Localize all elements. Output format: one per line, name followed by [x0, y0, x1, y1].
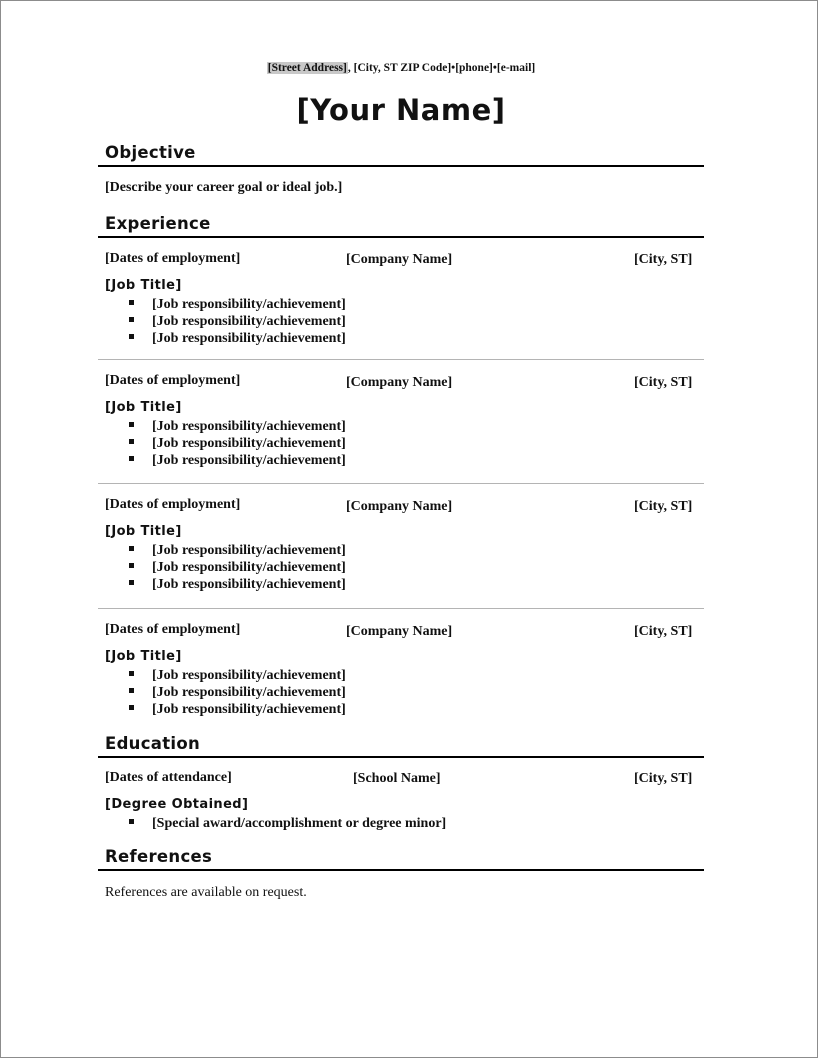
list-item: [Job responsibility/achievement]: [129, 576, 346, 593]
bullet-icon: [129, 563, 134, 568]
list-item: [Job responsibility/achievement]: [129, 313, 346, 330]
education-list: [129, 815, 446, 832]
bullet-icon: [129, 456, 134, 461]
bullet-icon: [129, 334, 134, 339]
education-location: [City, ST]: [634, 771, 693, 786]
degree-obtained: [Degree Obtained]: [105, 797, 249, 812]
entry-location: [City, ST]: [634, 252, 693, 267]
responsibility-list: [129, 542, 346, 593]
bullet-icon: [129, 422, 134, 427]
list-item: [Job responsibility/achievement]: [129, 296, 346, 313]
bullet-icon: [129, 439, 134, 444]
entry-company: [Company Name]: [346, 499, 453, 514]
school-name: [School Name]: [353, 771, 441, 786]
objective-heading: Objective: [98, 143, 704, 167]
bullet-icon: [129, 546, 134, 551]
entry-dates: [Dates of employment]: [105, 373, 241, 388]
entry-location: [City, ST]: [634, 624, 693, 639]
entry-dates: [Dates of employment]: [105, 497, 241, 512]
entry-dates: [Dates of employment]: [105, 251, 241, 266]
list-item: [Job responsibility/achievement]: [129, 452, 346, 469]
entry-location: [City, ST]: [634, 375, 693, 390]
references-heading: References: [98, 847, 704, 871]
entry-company: [Company Name]: [346, 252, 453, 267]
entry-dates: [Dates of employment]: [105, 622, 241, 637]
list-item: [Job responsibility/achievement]: [129, 435, 346, 452]
list-item: [Job responsibility/achievement]: [129, 667, 346, 684]
list-item: [Job responsibility/achievement]: [129, 330, 346, 347]
list-item: [Job responsibility/achievement]: [129, 542, 346, 559]
contact-line: [1, 62, 801, 74]
street-address: [Street Address]: [267, 62, 347, 74]
entry-company: [Company Name]: [346, 375, 453, 390]
job-title: [Job Title]: [105, 649, 182, 664]
experience-heading: Experience: [98, 214, 704, 238]
objective-text: [Describe your career goal or ideal job.]: [105, 180, 343, 195]
bullet-icon: [129, 671, 134, 676]
job-title: [Job Title]: [105, 400, 182, 415]
education-heading: Education: [98, 734, 704, 758]
bullet-icon: [129, 317, 134, 322]
job-title: [Job Title]: [105, 524, 182, 539]
responsibility-list: [129, 418, 346, 469]
bullet-icon: [129, 688, 134, 693]
applicant-name: [Your Name]: [296, 93, 506, 127]
responsibility-list: [129, 667, 346, 718]
references-text: References are available on request.: [105, 885, 307, 900]
responsibility-list: [129, 296, 346, 347]
list-item: [Job responsibility/achievement]: [129, 418, 346, 435]
entry-location: [City, ST]: [634, 499, 693, 514]
bullet-icon: [129, 300, 134, 305]
entry-divider: [98, 359, 704, 360]
list-item: [Job responsibility/achievement]: [129, 684, 346, 701]
entry-divider: [98, 608, 704, 609]
list-item: [Job responsibility/achievement]: [129, 559, 346, 576]
entry-company: [Company Name]: [346, 624, 453, 639]
entry-divider: [98, 483, 704, 484]
list-item: [Job responsibility/achievement]: [129, 701, 346, 718]
education-dates: [Dates of attendance]: [105, 770, 232, 785]
bullet-icon: [129, 705, 134, 710]
bullet-icon: [129, 819, 134, 824]
list-item: [Special award/accomplishment or degree minor]: [129, 815, 446, 832]
job-title: [Job Title]: [105, 278, 182, 293]
contact-details: , [City, ST ZIP Code]•[phone]•[e-mail]: [347, 62, 536, 74]
bullet-icon: [129, 580, 134, 585]
